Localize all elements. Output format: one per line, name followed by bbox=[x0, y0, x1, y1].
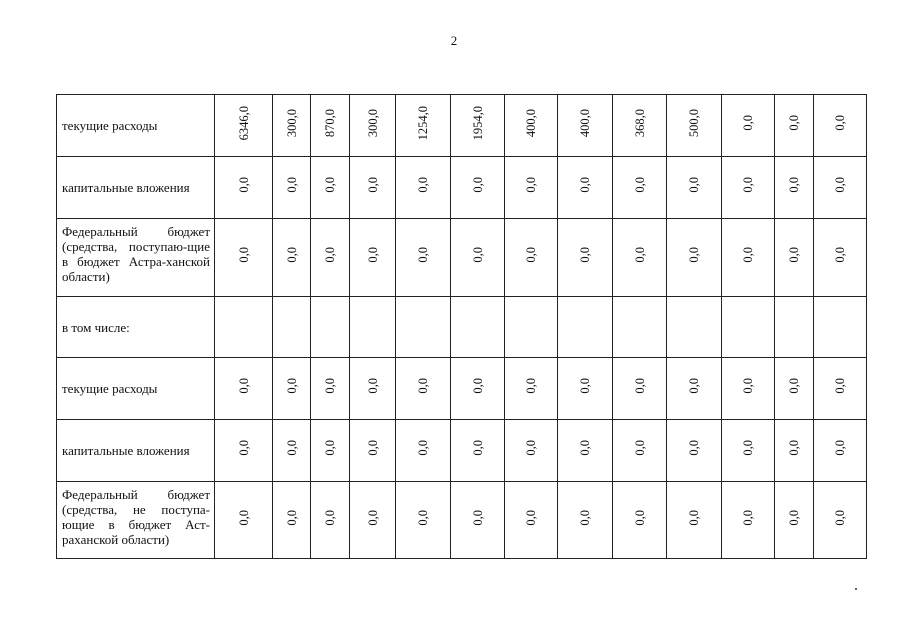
value-text: 1254,0 bbox=[416, 105, 430, 141]
value-cell bbox=[558, 219, 613, 297]
value-text: 0,0 bbox=[687, 247, 701, 263]
value-text: 0,0 bbox=[787, 509, 801, 526]
value-cell bbox=[350, 95, 396, 157]
value-cell bbox=[667, 219, 722, 297]
value-cell bbox=[505, 420, 558, 482]
value-cell bbox=[667, 420, 722, 482]
value-cell bbox=[215, 297, 273, 358]
value-text: 0,0 bbox=[416, 378, 430, 394]
value-text: 0,0 bbox=[687, 509, 701, 526]
value-text: 0,0 bbox=[833, 378, 847, 394]
budget-table-container bbox=[56, 94, 867, 559]
value-text: 0,0 bbox=[524, 440, 538, 456]
value-cell bbox=[558, 157, 613, 219]
table-row bbox=[57, 482, 867, 559]
value-cell bbox=[215, 482, 273, 559]
value-text: 6346,0 bbox=[236, 105, 251, 141]
value-cell bbox=[722, 297, 775, 358]
value-text: 0,0 bbox=[833, 115, 847, 131]
value-cell bbox=[814, 358, 867, 420]
value-text: 0,0 bbox=[470, 440, 485, 456]
value-cell bbox=[814, 219, 867, 297]
value-cell bbox=[311, 297, 350, 358]
value-text: 0,0 bbox=[524, 378, 538, 394]
value-cell bbox=[505, 297, 558, 358]
value-text: 0,0 bbox=[524, 247, 538, 263]
value-cell bbox=[451, 482, 505, 559]
value-cell bbox=[451, 420, 505, 482]
value-text: 0,0 bbox=[833, 177, 847, 193]
value-cell bbox=[215, 219, 273, 297]
row-label: капитальные вложения bbox=[57, 157, 215, 219]
table-row bbox=[57, 95, 867, 157]
value-cell bbox=[613, 482, 667, 559]
value-cell bbox=[396, 482, 451, 559]
value-text: 0,0 bbox=[416, 247, 430, 263]
value-text: 300,0 bbox=[365, 108, 380, 138]
value-cell bbox=[667, 482, 722, 559]
value-text: 0,0 bbox=[578, 440, 592, 456]
value-text: 0,0 bbox=[741, 177, 755, 193]
value-text: 0,0 bbox=[323, 378, 337, 394]
value-cell bbox=[451, 157, 505, 219]
value-text: 0,0 bbox=[236, 378, 251, 394]
value-text: 0,0 bbox=[323, 247, 337, 263]
value-text: 0,0 bbox=[787, 440, 801, 456]
value-cell bbox=[613, 297, 667, 358]
value-cell bbox=[558, 420, 613, 482]
value-text: 0,0 bbox=[687, 177, 701, 193]
value-text: 0,0 bbox=[284, 509, 299, 526]
value-text: 0,0 bbox=[284, 440, 299, 456]
value-text: 400,0 bbox=[578, 108, 592, 138]
value-text: 0,0 bbox=[578, 378, 592, 394]
value-text: 0,0 bbox=[365, 378, 380, 394]
value-cell bbox=[558, 482, 613, 559]
value-text: 0,0 bbox=[687, 378, 701, 394]
value-cell bbox=[722, 482, 775, 559]
value-text: 0,0 bbox=[416, 177, 430, 193]
value-cell bbox=[722, 358, 775, 420]
value-cell bbox=[451, 297, 505, 358]
value-text: 0,0 bbox=[632, 509, 647, 526]
value-cell bbox=[667, 297, 722, 358]
value-cell bbox=[814, 482, 867, 559]
value-cell bbox=[215, 157, 273, 219]
value-text: 0,0 bbox=[236, 247, 251, 263]
table-row bbox=[57, 420, 867, 482]
value-cell bbox=[451, 95, 505, 157]
value-text: 400,0 bbox=[524, 108, 538, 138]
value-text: 0,0 bbox=[365, 177, 380, 193]
value-cell bbox=[505, 219, 558, 297]
table-row bbox=[57, 358, 867, 420]
value-text: 0,0 bbox=[578, 509, 592, 526]
value-cell bbox=[722, 157, 775, 219]
value-cell bbox=[273, 219, 311, 297]
value-cell bbox=[396, 219, 451, 297]
value-cell bbox=[505, 157, 558, 219]
value-cell bbox=[350, 297, 396, 358]
value-cell bbox=[273, 157, 311, 219]
value-cell bbox=[311, 358, 350, 420]
value-cell bbox=[558, 95, 613, 157]
value-text: 368,0 bbox=[632, 108, 647, 138]
value-text: 0,0 bbox=[365, 247, 380, 263]
value-cell bbox=[667, 157, 722, 219]
value-cell bbox=[775, 358, 814, 420]
value-text: 0,0 bbox=[323, 440, 337, 456]
value-text: 0,0 bbox=[323, 177, 337, 193]
value-cell bbox=[350, 482, 396, 559]
value-cell bbox=[451, 219, 505, 297]
value-cell bbox=[775, 482, 814, 559]
row-label: текущие расходы bbox=[57, 358, 215, 420]
value-cell bbox=[613, 95, 667, 157]
value-text: 0,0 bbox=[741, 378, 755, 394]
value-cell bbox=[814, 157, 867, 219]
value-cell bbox=[215, 420, 273, 482]
table-row bbox=[57, 297, 867, 358]
value-cell bbox=[613, 420, 667, 482]
value-cell bbox=[311, 482, 350, 559]
value-cell bbox=[273, 482, 311, 559]
value-text: 0,0 bbox=[632, 247, 647, 263]
value-text: 0,0 bbox=[365, 509, 380, 526]
value-cell bbox=[311, 157, 350, 219]
value-cell bbox=[814, 420, 867, 482]
value-cell bbox=[775, 219, 814, 297]
row-label: текущие расходы bbox=[57, 95, 215, 157]
value-text: 870,0 bbox=[323, 108, 337, 138]
value-text: 1954,0 bbox=[470, 105, 485, 141]
value-cell bbox=[722, 95, 775, 157]
value-text: 0,0 bbox=[632, 177, 647, 193]
value-text: 0,0 bbox=[323, 509, 337, 526]
value-cell bbox=[273, 95, 311, 157]
value-cell bbox=[273, 420, 311, 482]
value-cell bbox=[814, 95, 867, 157]
value-text: 0,0 bbox=[578, 177, 592, 193]
value-cell bbox=[451, 358, 505, 420]
value-cell bbox=[273, 297, 311, 358]
value-cell bbox=[350, 219, 396, 297]
value-cell bbox=[311, 420, 350, 482]
value-cell bbox=[775, 297, 814, 358]
value-cell bbox=[396, 297, 451, 358]
value-cell bbox=[558, 297, 613, 358]
value-text: 300,0 bbox=[284, 108, 299, 138]
value-cell bbox=[558, 358, 613, 420]
value-text: 0,0 bbox=[741, 247, 755, 263]
value-text: 0,0 bbox=[236, 440, 251, 456]
value-text: 0,0 bbox=[687, 440, 701, 456]
value-cell bbox=[613, 358, 667, 420]
value-text: 0,0 bbox=[416, 440, 430, 456]
value-text: 0,0 bbox=[787, 247, 801, 263]
value-cell bbox=[396, 157, 451, 219]
value-cell bbox=[722, 219, 775, 297]
value-text: 0,0 bbox=[416, 509, 430, 526]
value-text: 0,0 bbox=[578, 247, 592, 263]
row-label: Федеральный бюджет (средства, поступаю-щие в бюджет Астра-ханской области) bbox=[57, 219, 215, 297]
value-cell bbox=[505, 95, 558, 157]
value-cell bbox=[667, 358, 722, 420]
value-cell bbox=[350, 420, 396, 482]
value-cell bbox=[613, 157, 667, 219]
value-cell bbox=[613, 219, 667, 297]
value-text: 0,0 bbox=[236, 177, 251, 193]
value-cell bbox=[775, 157, 814, 219]
value-text: 0,0 bbox=[741, 115, 755, 131]
scan-speck bbox=[855, 588, 857, 590]
value-text: 0,0 bbox=[741, 509, 755, 526]
value-text: 0,0 bbox=[284, 177, 299, 193]
value-text: 0,0 bbox=[470, 247, 485, 263]
value-text: 0,0 bbox=[236, 509, 251, 526]
value-cell bbox=[505, 358, 558, 420]
value-text: 0,0 bbox=[524, 177, 538, 193]
value-cell bbox=[667, 95, 722, 157]
value-text: 0,0 bbox=[284, 378, 299, 394]
row-label: Федеральный бюджет (средства, не поступа-ющие в бюджет Аст-раханской области) bbox=[57, 482, 215, 559]
value-text: 0,0 bbox=[470, 177, 485, 193]
value-text: 0,0 bbox=[470, 509, 485, 526]
value-text: 0,0 bbox=[365, 440, 380, 456]
value-text: 0,0 bbox=[833, 440, 847, 456]
value-cell bbox=[273, 358, 311, 420]
value-text: 0,0 bbox=[632, 440, 647, 456]
value-cell bbox=[350, 358, 396, 420]
value-cell bbox=[722, 420, 775, 482]
value-text: 0,0 bbox=[787, 115, 801, 131]
value-text: 0,0 bbox=[787, 378, 801, 394]
page-number: 2 bbox=[450, 33, 458, 48]
value-text: 0,0 bbox=[787, 177, 801, 193]
value-cell bbox=[814, 297, 867, 358]
value-cell bbox=[775, 420, 814, 482]
value-text: 0,0 bbox=[833, 509, 847, 526]
budget-table bbox=[56, 94, 867, 559]
value-cell bbox=[215, 95, 273, 157]
table-row bbox=[57, 157, 867, 219]
value-cell bbox=[396, 358, 451, 420]
value-cell bbox=[396, 420, 451, 482]
row-label: в том числе: bbox=[57, 297, 215, 358]
value-cell bbox=[215, 358, 273, 420]
value-text: 500,0 bbox=[687, 108, 701, 138]
value-text: 0,0 bbox=[284, 247, 299, 263]
value-text: 0,0 bbox=[833, 247, 847, 263]
table-row bbox=[57, 219, 867, 297]
row-label: капитальные вложения bbox=[57, 420, 215, 482]
value-cell bbox=[350, 157, 396, 219]
value-text: 0,0 bbox=[632, 378, 647, 394]
value-cell bbox=[505, 482, 558, 559]
value-cell bbox=[775, 95, 814, 157]
value-text: 0,0 bbox=[524, 509, 538, 526]
value-cell bbox=[396, 95, 451, 157]
value-cell bbox=[311, 219, 350, 297]
value-text: 0,0 bbox=[741, 440, 755, 456]
value-cell bbox=[311, 95, 350, 157]
value-text: 0,0 bbox=[470, 378, 485, 394]
